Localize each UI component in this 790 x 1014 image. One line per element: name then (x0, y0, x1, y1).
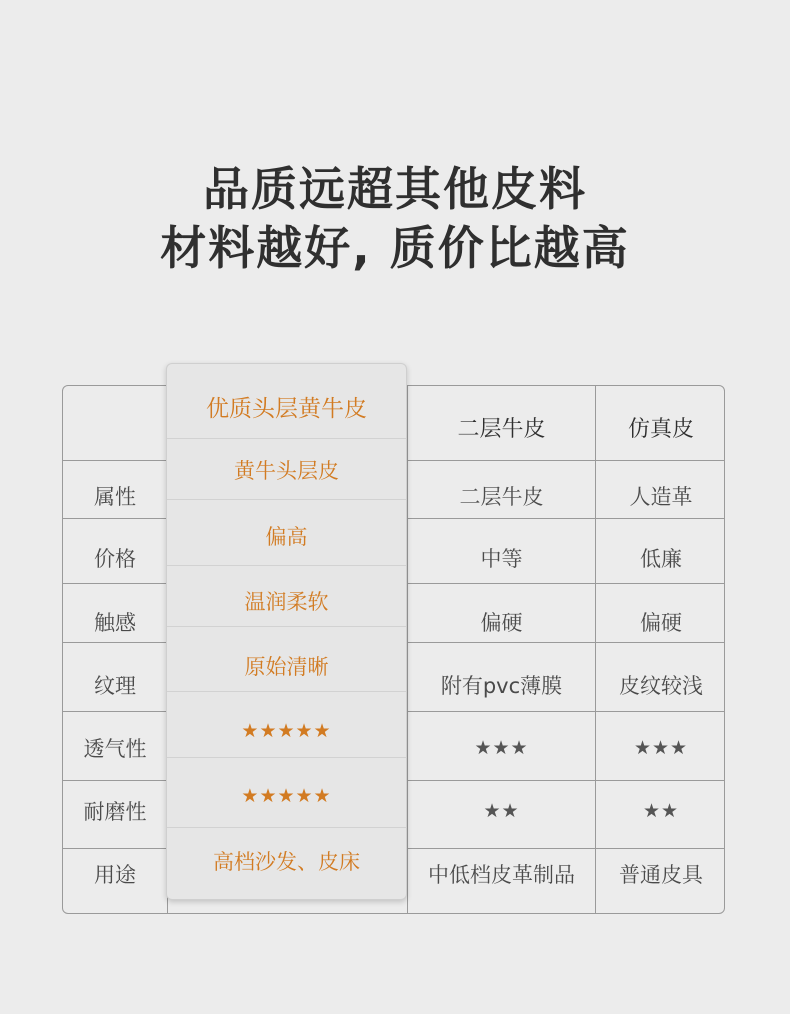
header-premium-leather: 优质头层黄牛皮 (206, 395, 367, 422)
card-row-divider (167, 499, 406, 500)
premium-column-card (166, 363, 407, 900)
row-label-attribute: 属性 (94, 485, 136, 509)
card-row-divider (167, 565, 406, 566)
split-usage: 中低档皮革制品 (428, 863, 575, 887)
split-price: 中等 (480, 547, 523, 571)
premium-touch: 温润柔软 (244, 590, 329, 614)
split-texture: 附有pvc薄膜 (440, 674, 563, 698)
title-line-1: 品质远超其他皮料 (203, 162, 587, 216)
faux-attribute: 人造革 (629, 485, 693, 509)
faux-texture: 皮纹较浅 (619, 674, 703, 698)
split-breathability-stars: ★★★ (474, 737, 529, 759)
faux-touch: 偏硬 (640, 611, 682, 635)
row-label-texture: 纹理 (94, 674, 136, 698)
faux-usage: 普通皮具 (619, 863, 703, 887)
row-label-touch: 触感 (94, 611, 136, 635)
faux-price: 低廉 (640, 547, 682, 571)
row-label-durability: 耐磨性 (83, 800, 147, 824)
premium-durability-stars: ★★★★★ (241, 785, 332, 807)
split-attribute: 二层牛皮 (459, 485, 544, 509)
title-line-2: 材料越好, 质价比越高 (160, 221, 630, 275)
row-label-price: 价格 (94, 547, 136, 571)
premium-price: 偏高 (265, 525, 308, 549)
faux-durability-stars: ★★ (642, 800, 680, 822)
row-label-breathability: 透气性 (83, 737, 147, 761)
card-row-divider (167, 626, 406, 627)
card-row-divider (167, 691, 406, 692)
header-split-leather: 二层牛皮 (457, 416, 546, 442)
split-durability-stars: ★★ (483, 800, 520, 822)
split-touch: 偏硬 (480, 611, 523, 635)
row-label-usage: 用途 (94, 863, 136, 887)
card-row-divider (167, 827, 406, 828)
card-row-divider (167, 757, 406, 758)
col-divider (595, 386, 596, 913)
col-divider (407, 386, 408, 913)
faux-breathability-stars: ★★★ (633, 737, 689, 759)
header-faux-leather: 仿真皮 (627, 416, 694, 442)
premium-attribute: 黄牛头层皮 (234, 459, 339, 483)
premium-breathability-stars: ★★★★★ (241, 720, 332, 742)
premium-usage: 高档沙发、皮床 (213, 850, 360, 874)
card-row-divider (167, 438, 406, 439)
premium-texture: 原始清晰 (244, 655, 329, 679)
